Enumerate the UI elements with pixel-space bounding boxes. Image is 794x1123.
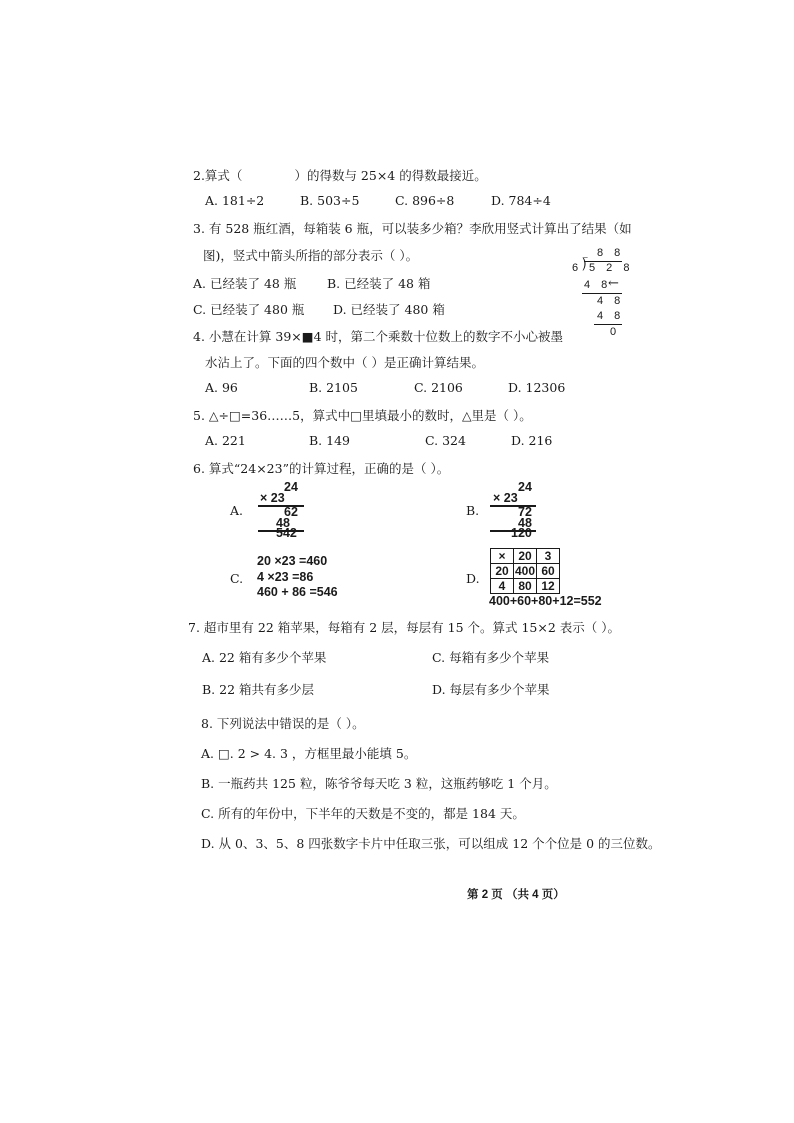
q6-a-top: 24 [284, 480, 298, 494]
grid-row [491, 564, 560, 579]
grid-cell: 12 [537, 579, 560, 594]
q4-option-a: A. 96 [205, 380, 238, 395]
division-step2: 4 8 [597, 295, 625, 307]
q6-d-grid [490, 548, 560, 594]
q5-stem: 5. △÷□=36……5，算式中□里填最小的数时，△里是（ ）。 [193, 408, 532, 423]
division-dividend: 5 2 8 [589, 262, 634, 274]
q7-option-d: D. 每层有多少个苹果 [432, 682, 550, 697]
q6-a-partial2: 48 [276, 516, 290, 530]
q6-c-line3: 460 + 86 =546 [257, 585, 338, 599]
q2-stem [193, 166, 487, 184]
division-arrow: ← [608, 276, 619, 291]
q2-option-a: A. 181÷2 [205, 193, 265, 208]
q6-d-label: D. [466, 571, 480, 586]
q8-stem: 8. 下列说法中错误的是（ ）。 [201, 716, 365, 731]
q6-b-partial1: 72 [518, 505, 532, 519]
q5-option-c: C. 324 [425, 433, 466, 448]
q2-stem-suffix: ）的得数与 25×4 的得数最接近。 [294, 168, 487, 183]
q6-d-sum: 400+60+80+12=552 [489, 594, 602, 608]
page-number: 第 2 页 （共 4 页） [467, 889, 565, 901]
q6-b-multiplier: × 23 [493, 491, 518, 505]
grid-cell: 4 [491, 579, 514, 594]
grid-cell: 3 [537, 549, 560, 564]
q7-option-a: A. 22 箱有多少个苹果 [202, 650, 327, 665]
q4-line2: 水沾上了。下面的四个数中（ ）是正确计算结果。 [205, 355, 484, 370]
q2-option-d: D. 784÷4 [491, 193, 551, 208]
grid-row [491, 549, 560, 564]
grid-cell: × [491, 549, 514, 564]
q4-line1: 4. 小慧在计算 39×■4 时，第二个乘数十位数上的数字不小心被墨 [193, 329, 563, 344]
division-quotient: 8 8 [597, 247, 625, 259]
q2-option-b: B. 503÷5 [300, 193, 360, 208]
q6-b-partial2: 48 [518, 516, 532, 530]
division-bracket: ⟌ [582, 258, 588, 274]
grid-cell: 20 [491, 564, 514, 579]
q5-option-d: D. 216 [511, 433, 553, 448]
q8-option-d: D. 从 0、3、5、8 四张数字卡片中任取三张，可以组成 12 个个位是 0 的三位数。 [201, 836, 661, 851]
q3-option-d: D. 已经装了 480 箱 [333, 302, 445, 317]
q7-option-c: C. 每箱有多少个苹果 [432, 650, 550, 665]
q6-a-sum: 542 [276, 526, 297, 540]
q6-c-label: C. [230, 571, 244, 586]
q3-line2: 图)，竖式中箭头所指的部分表示（ ）。 [203, 248, 419, 263]
q6-a-label: A. [230, 503, 244, 518]
grid-cell: 400 [514, 564, 536, 578]
q8-option-a: A. □. 2 > 4. 3 ，方框里最小能填 5。 [201, 746, 417, 761]
division-line2 [594, 324, 622, 325]
division-step1: 4 8 [584, 279, 612, 291]
division-step3: 4 8 [597, 310, 625, 322]
q4-option-d: D. 12306 [508, 380, 566, 395]
q4-option-c: C. 2106 [414, 380, 463, 395]
grid-row [491, 579, 560, 594]
q7-option-b: B. 22 箱共有多少层 [202, 682, 315, 697]
division-divisor: 6 [572, 262, 583, 274]
grid-cell: 80 [514, 579, 537, 594]
q8-option-c: C. 所有的年份中，下半年的天数是不变的，都是 184 天。 [201, 806, 525, 821]
q6-b-sum: 120 [511, 526, 532, 540]
q6-a-multiplier: × 23 [260, 491, 285, 505]
q3-option-c: C. 已经装了 480 瓶 [193, 302, 305, 317]
q5-option-a: A. 221 [205, 433, 246, 448]
grid-cell: 60 [537, 564, 560, 579]
q4-option-b: B. 2105 [309, 380, 358, 395]
q6-c-line2: 4 ×23 =86 [257, 570, 314, 584]
q6-a-partial1: 62 [284, 505, 298, 519]
q2-stem-prefix: 2.算式（ [193, 168, 243, 183]
q2-option-c: C. 896÷8 [395, 193, 455, 208]
q6-c-line1: 20 ×23 =460 [257, 554, 328, 568]
division-remainder: 0 [610, 326, 621, 338]
q6-stem: 6. 算式“24×23”的计算过程，正确的是（ ）。 [193, 461, 450, 476]
q6-b-label: B. [466, 503, 480, 518]
q8-option-b: B. 一瓶药共 125 粒，陈爷爷每天吃 3 粒，这瓶药够吃 1 个月。 [201, 776, 557, 791]
q5-option-b: B. 149 [309, 433, 350, 448]
q6-b-top: 24 [518, 480, 532, 494]
q3-option-a: A. 已经装了 48 瓶 [193, 276, 297, 291]
q7-stem: 7. 超市里有 22 箱苹果，每箱有 2 层，每层有 15 个。算式 15×2 表示（ ）。 [188, 620, 621, 635]
q3-line1: 3. 有 528 瓶红酒，每箱装 6 瓶，可以装多少箱？李欣用竖式计算出了结果（如 [193, 221, 632, 236]
q3-option-b: B. 已经装了 48 箱 [327, 276, 431, 291]
division-line1 [582, 293, 622, 294]
grid-cell: 20 [514, 549, 537, 564]
